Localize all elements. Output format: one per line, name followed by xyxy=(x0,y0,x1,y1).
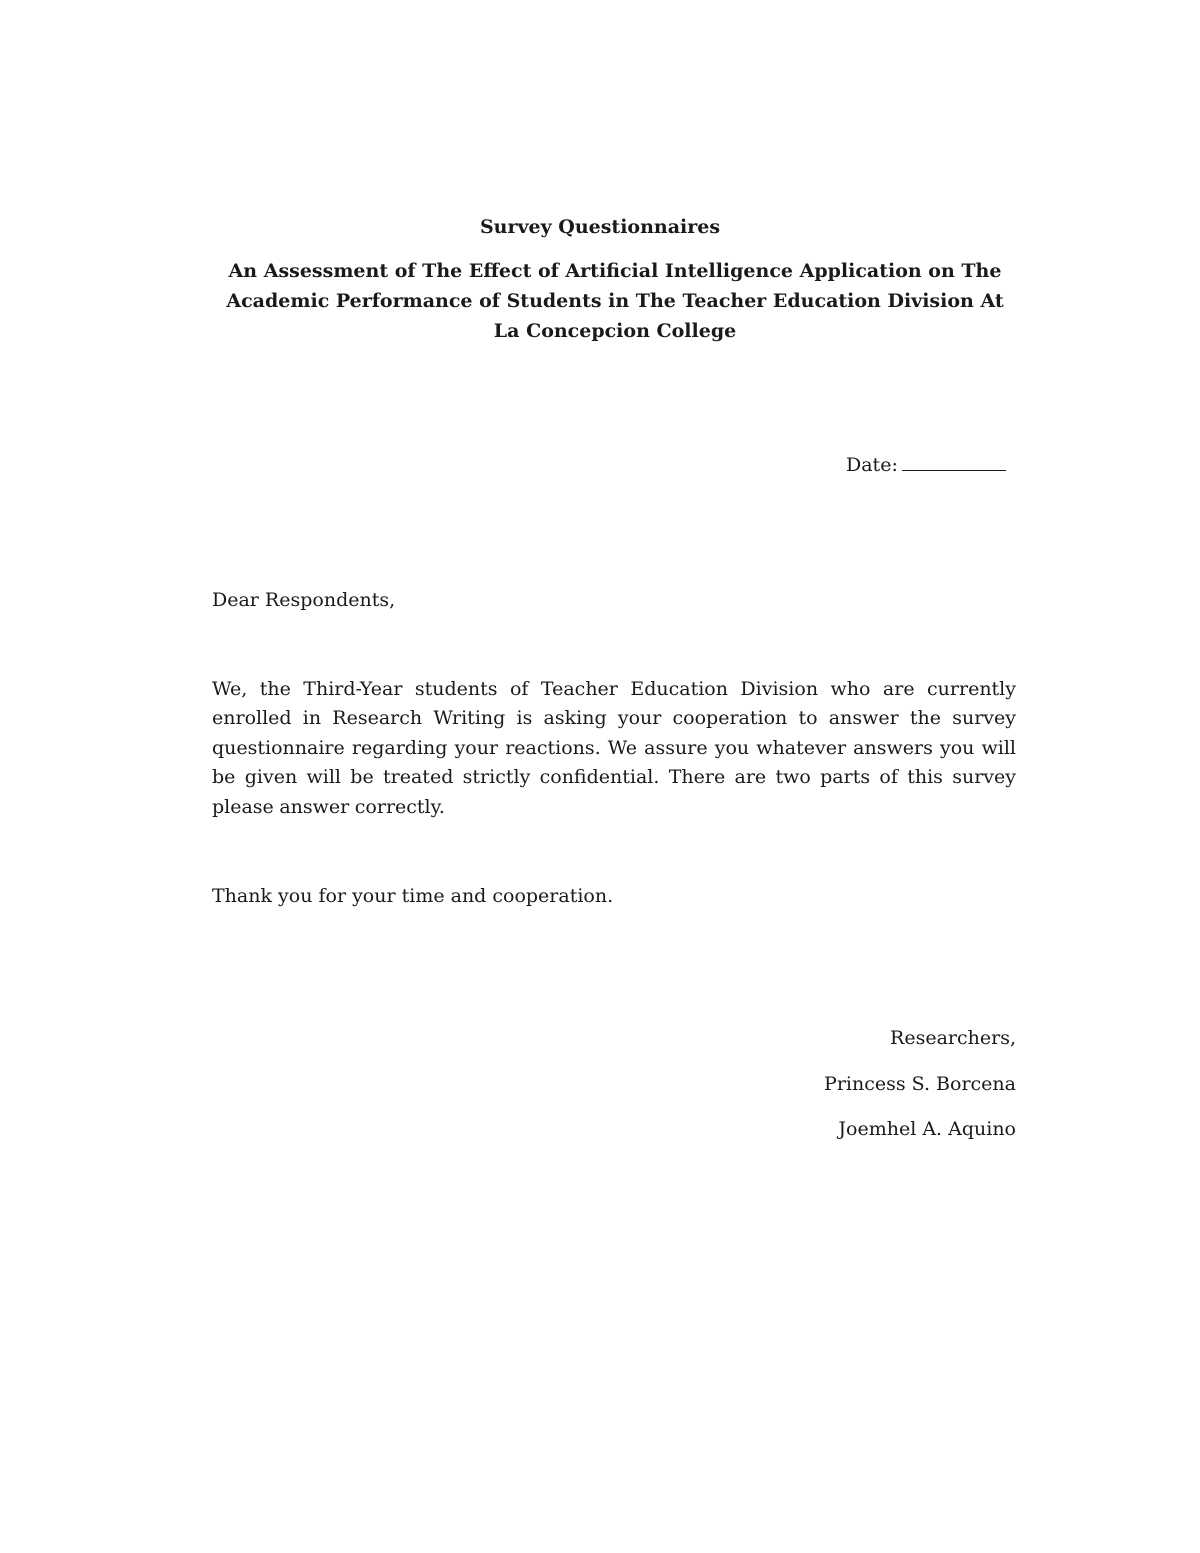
researcher-name: Joemhel A. Aquino xyxy=(838,1118,1016,1140)
date-field xyxy=(846,450,1046,479)
signature-block xyxy=(716,1016,1016,1153)
body-paragraph: We, the Third-Year students of Teacher Education Division who are currently enrolled in Research Writing is asking your cooperation to answer the survey questionnaire regarding your reactions. We assure you whatever answers you will be given will be treated strictly confidential. There are two parts of this survey please answer correctly. xyxy=(212,678,1016,818)
date-blank-line xyxy=(902,450,1006,471)
document-subtitle: An Assessment of The Effect of Artificial Intelligence Application on The Academic Performance of Students in The Teacher Education Division At La Concepcion College xyxy=(226,260,1004,342)
closing-line: Researchers, xyxy=(890,1027,1016,1049)
salutation: Dear Respondents, xyxy=(212,589,396,611)
researcher-name: Princess S. Borcena xyxy=(824,1072,1016,1095)
document-title: Survey Questionnaires xyxy=(479,216,721,238)
thanks-line: Thank you for your time and cooperation. xyxy=(212,885,614,907)
date-label: Date: xyxy=(846,454,898,476)
